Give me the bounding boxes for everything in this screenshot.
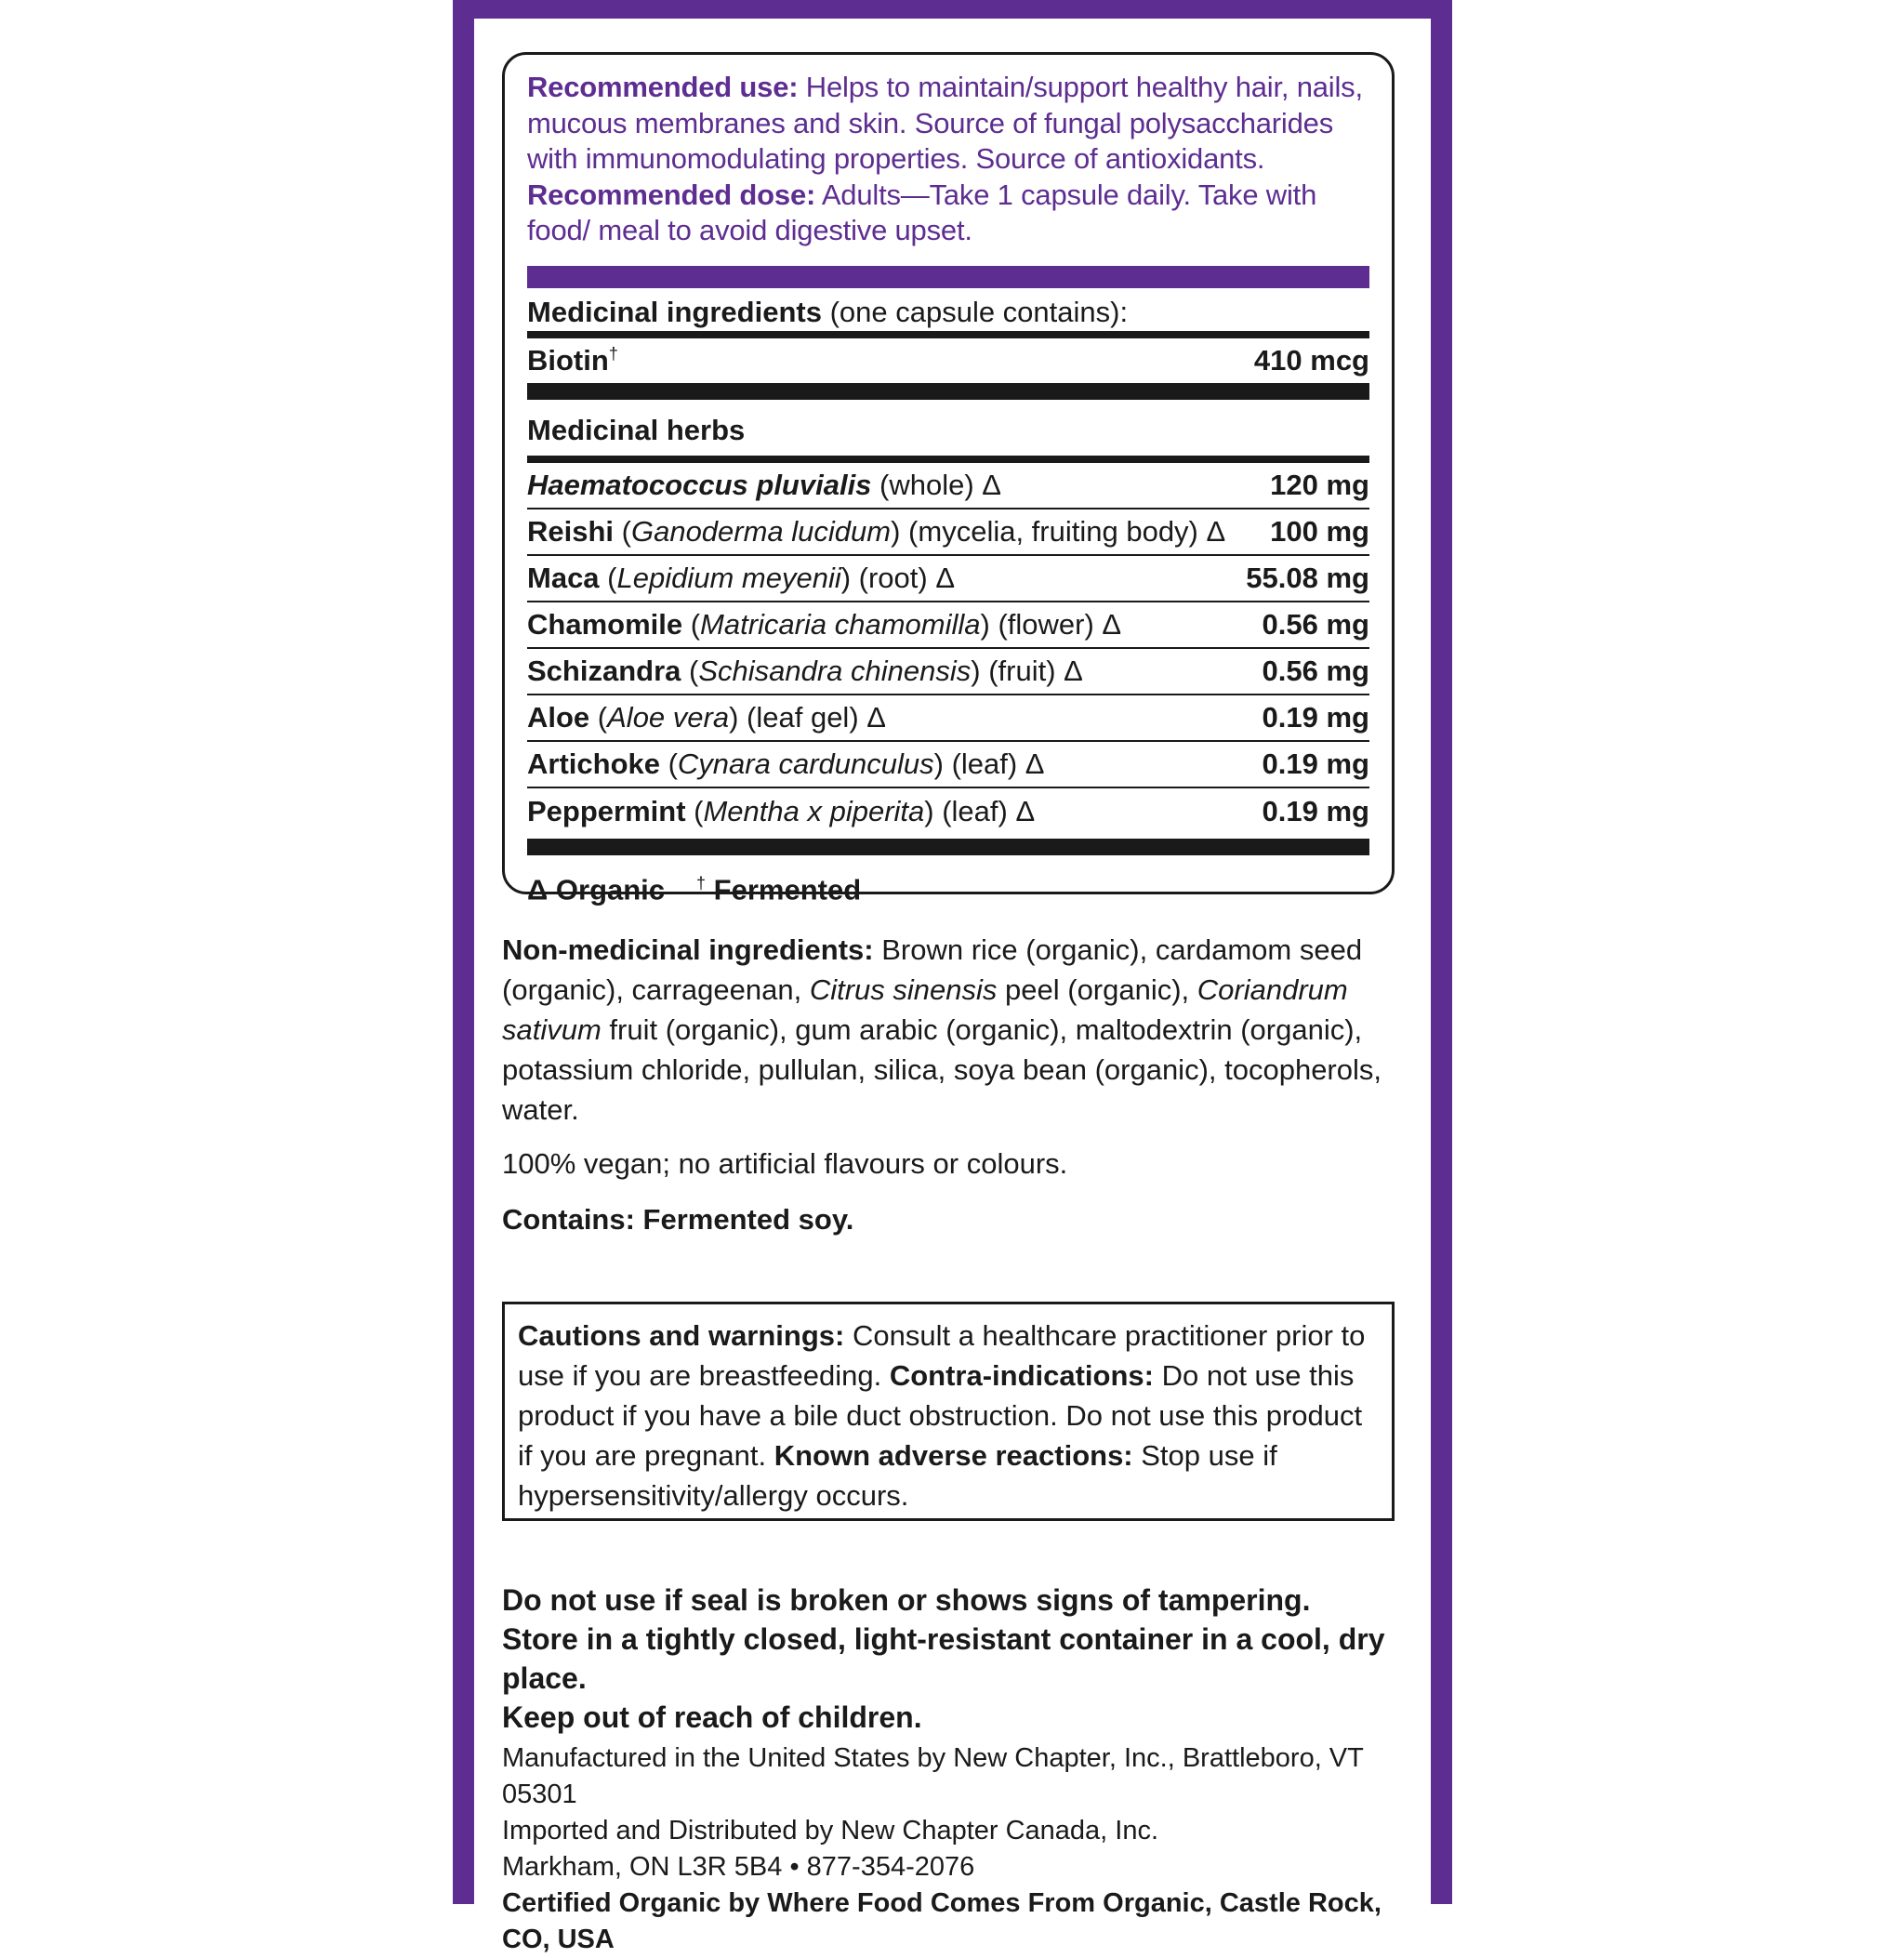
herb-latin-name: Aloe vera [607,700,730,734]
herb-value: 0.56 mg [1262,607,1369,641]
seal-warning: Do not use if seal is broken or shows signs of tampering. [502,1583,1311,1617]
divider-bar [527,839,1369,855]
contra-indications-label: Contra-indications: [889,1359,1154,1392]
herb-part: (leaf) Δ [933,794,1036,827]
non-medicinal-label: Non-medicinal ingredients: [502,933,874,966]
legend-fermented: Fermented [706,872,862,906]
medicinal-herbs-title: Medicinal herbs [527,413,746,446]
herb-part: (flower) Δ [989,607,1122,641]
non-medicinal-text: Brown rice (organic), cardamom seed (organic), carrageenan, [502,933,1363,1006]
herb-name: Peppermint (Mentha x piperita) (leaf) Δ [527,794,1036,827]
herb-value: 0.19 mg [1262,794,1369,827]
non-medicinal-ingredients [502,930,1395,1130]
herb-row [527,788,1369,835]
herb-common-name: Maca [527,561,600,594]
herb-value: 0.19 mg [1262,700,1369,734]
herb-part: (leaf) Δ [943,747,1045,780]
recommended-dose-text: Adults—Take 1 capsule daily. Take with food/ meal to avoid digestive upset. [527,178,1317,246]
manufacturer-info [502,1740,1432,1958]
biotin-name: Biotin [527,343,609,377]
herb-row [527,742,1369,788]
herb-part: (mycelia, fruiting body) Δ [900,514,1226,548]
herb-part: (fruit) Δ [980,654,1083,687]
latin-name: Coriandrum sativum [502,973,1348,1046]
cautions-text: Consult a healthcare practitioner prior to use if you are breastfeeding. [518,1319,1366,1392]
non-medicinal-text: fruit (organic), gum arabic (organic), maltodextrin (organic), potassium chloride, pullulan, silica, soya bean (organic), tocopherols, water. [502,1013,1382,1126]
herb-name: Maca (Lepidium meyenii) (root) Δ [527,561,956,594]
fermented-mark: † [608,344,618,364]
herb-latin-name: Matricaria chamomilla [700,607,981,641]
latin-name: Citrus sinensis [809,973,998,1006]
herb-value: 120 mg [1270,468,1369,501]
certification-line: Certified Organic by Where Food Comes From Organic, Castle Rock, CO, USA [502,1888,1382,1954]
biotin-value: 410 mcg [1253,343,1369,377]
legend [527,861,1369,906]
herb-latin-name: Schisandra chinensis [698,654,972,687]
distributor-line: Imported and Distributed by New Chapter Canada, Inc. [502,1816,1159,1846]
herb-part: (whole) Δ [871,468,1002,501]
herb-list [527,463,1369,835]
label-panel [453,0,1452,1954]
storage-instruction: Store in a tightly closed, light-resistant container in a cool, dry place. [502,1622,1385,1695]
herb-row [527,649,1369,695]
medicinal-ingredients-note: (one capsule contains): [821,295,1129,328]
medicinal-ingredients-label: Medicinal ingredients [527,295,822,328]
herb-row [527,602,1369,649]
herb-latin-name: Lepidium meyenii [616,561,841,594]
herb-part: (leaf gel) Δ [738,700,886,734]
herb-name: Chamomile (Matricaria chamomilla) (flower) Δ [527,607,1122,641]
herb-row [527,509,1369,556]
herb-common-name: Reishi [527,514,615,548]
herb-latin-name: Mentha x piperita [703,794,925,827]
recommended-dose-label: Recommended dose: [527,178,816,211]
medicinal-ingredients-heading [527,294,1369,331]
herb-name: Artichoke (Cynara cardunculus) (leaf) Δ [527,747,1045,780]
herb-latin-name: Cynara cardunculus [677,747,934,780]
cautions-label: Cautions and warnings: [518,1319,845,1352]
contra-indications-text: Do not use this product if you have a bile duct obstruction. Do not use this product if you are pregnant. [518,1359,1363,1472]
purple-divider [527,266,1369,288]
herb-name: Schizandra (Schisandra chinensis) (fruit) Δ [527,654,1083,687]
herb-common-name: Aloe [527,700,590,734]
herb-name: Aloe (Aloe vera) (leaf gel) Δ [527,700,886,734]
non-medicinal-text: peel (organic), [997,973,1197,1006]
cautions-box [502,1302,1395,1521]
contains-note: Contains: Fermented soy. [502,1203,854,1236]
recommended-use-label: Recommended use: [527,71,799,103]
herb-latin-name: Haematococcus pluvialis [527,468,872,501]
legend-organic: Δ Organic [527,872,666,906]
herb-value: 100 mg [1270,514,1369,548]
herb-name: Reishi (Ganoderma lucidum) (mycelia, fruiting body) Δ [527,514,1226,548]
legend-fermented-mark: † [696,873,707,893]
herb-name [527,469,1001,502]
adverse-reactions-text: Stop use if hypersensitivity/allergy occurs. [518,1439,1277,1512]
address-line: Markham, ON L3R 5B4 • 877-354-2076 [502,1852,975,1882]
herb-row [527,695,1369,742]
herb-common-name: Peppermint [527,794,686,827]
manufacturer-line: Manufactured in the United States by New Chapter, Inc., Brattleboro, VT 05301 [502,1743,1364,1809]
herb-common-name: Artichoke [527,747,660,780]
divider-bar [527,331,1369,338]
herb-part: (root) Δ [851,561,956,594]
divider-bar [527,383,1369,400]
herb-common-name: Chamomile [527,607,683,641]
herb-latin-name: Ganoderma lucidum [630,514,892,548]
herb-value: 0.19 mg [1262,747,1369,780]
biotin-row [527,338,1369,383]
recommended-use [527,70,1369,178]
herb-row [527,556,1369,602]
herb-value: 0.56 mg [1262,654,1369,687]
vegan-note: 100% vegan; no artificial flavours or colours. [502,1147,1068,1180]
herb-common-name: Schizandra [527,654,681,687]
storage-instructions [502,1581,1432,1737]
herb-row [527,463,1369,509]
adverse-reactions-label: Known adverse reactions: [774,1439,1133,1472]
recommended-dose [527,178,1369,249]
herb-value: 55.08 mg [1246,561,1369,594]
children-warning: Keep out of reach of children. [502,1700,922,1734]
divider-bar [527,456,1369,463]
ingredients-box [502,52,1395,906]
recommended-use-text: Helps to maintain/support healthy hair, nails, mucous membranes and skin. Source of fungal polysaccharides with immunomodulating properties. Source of antioxidants. [527,71,1363,175]
